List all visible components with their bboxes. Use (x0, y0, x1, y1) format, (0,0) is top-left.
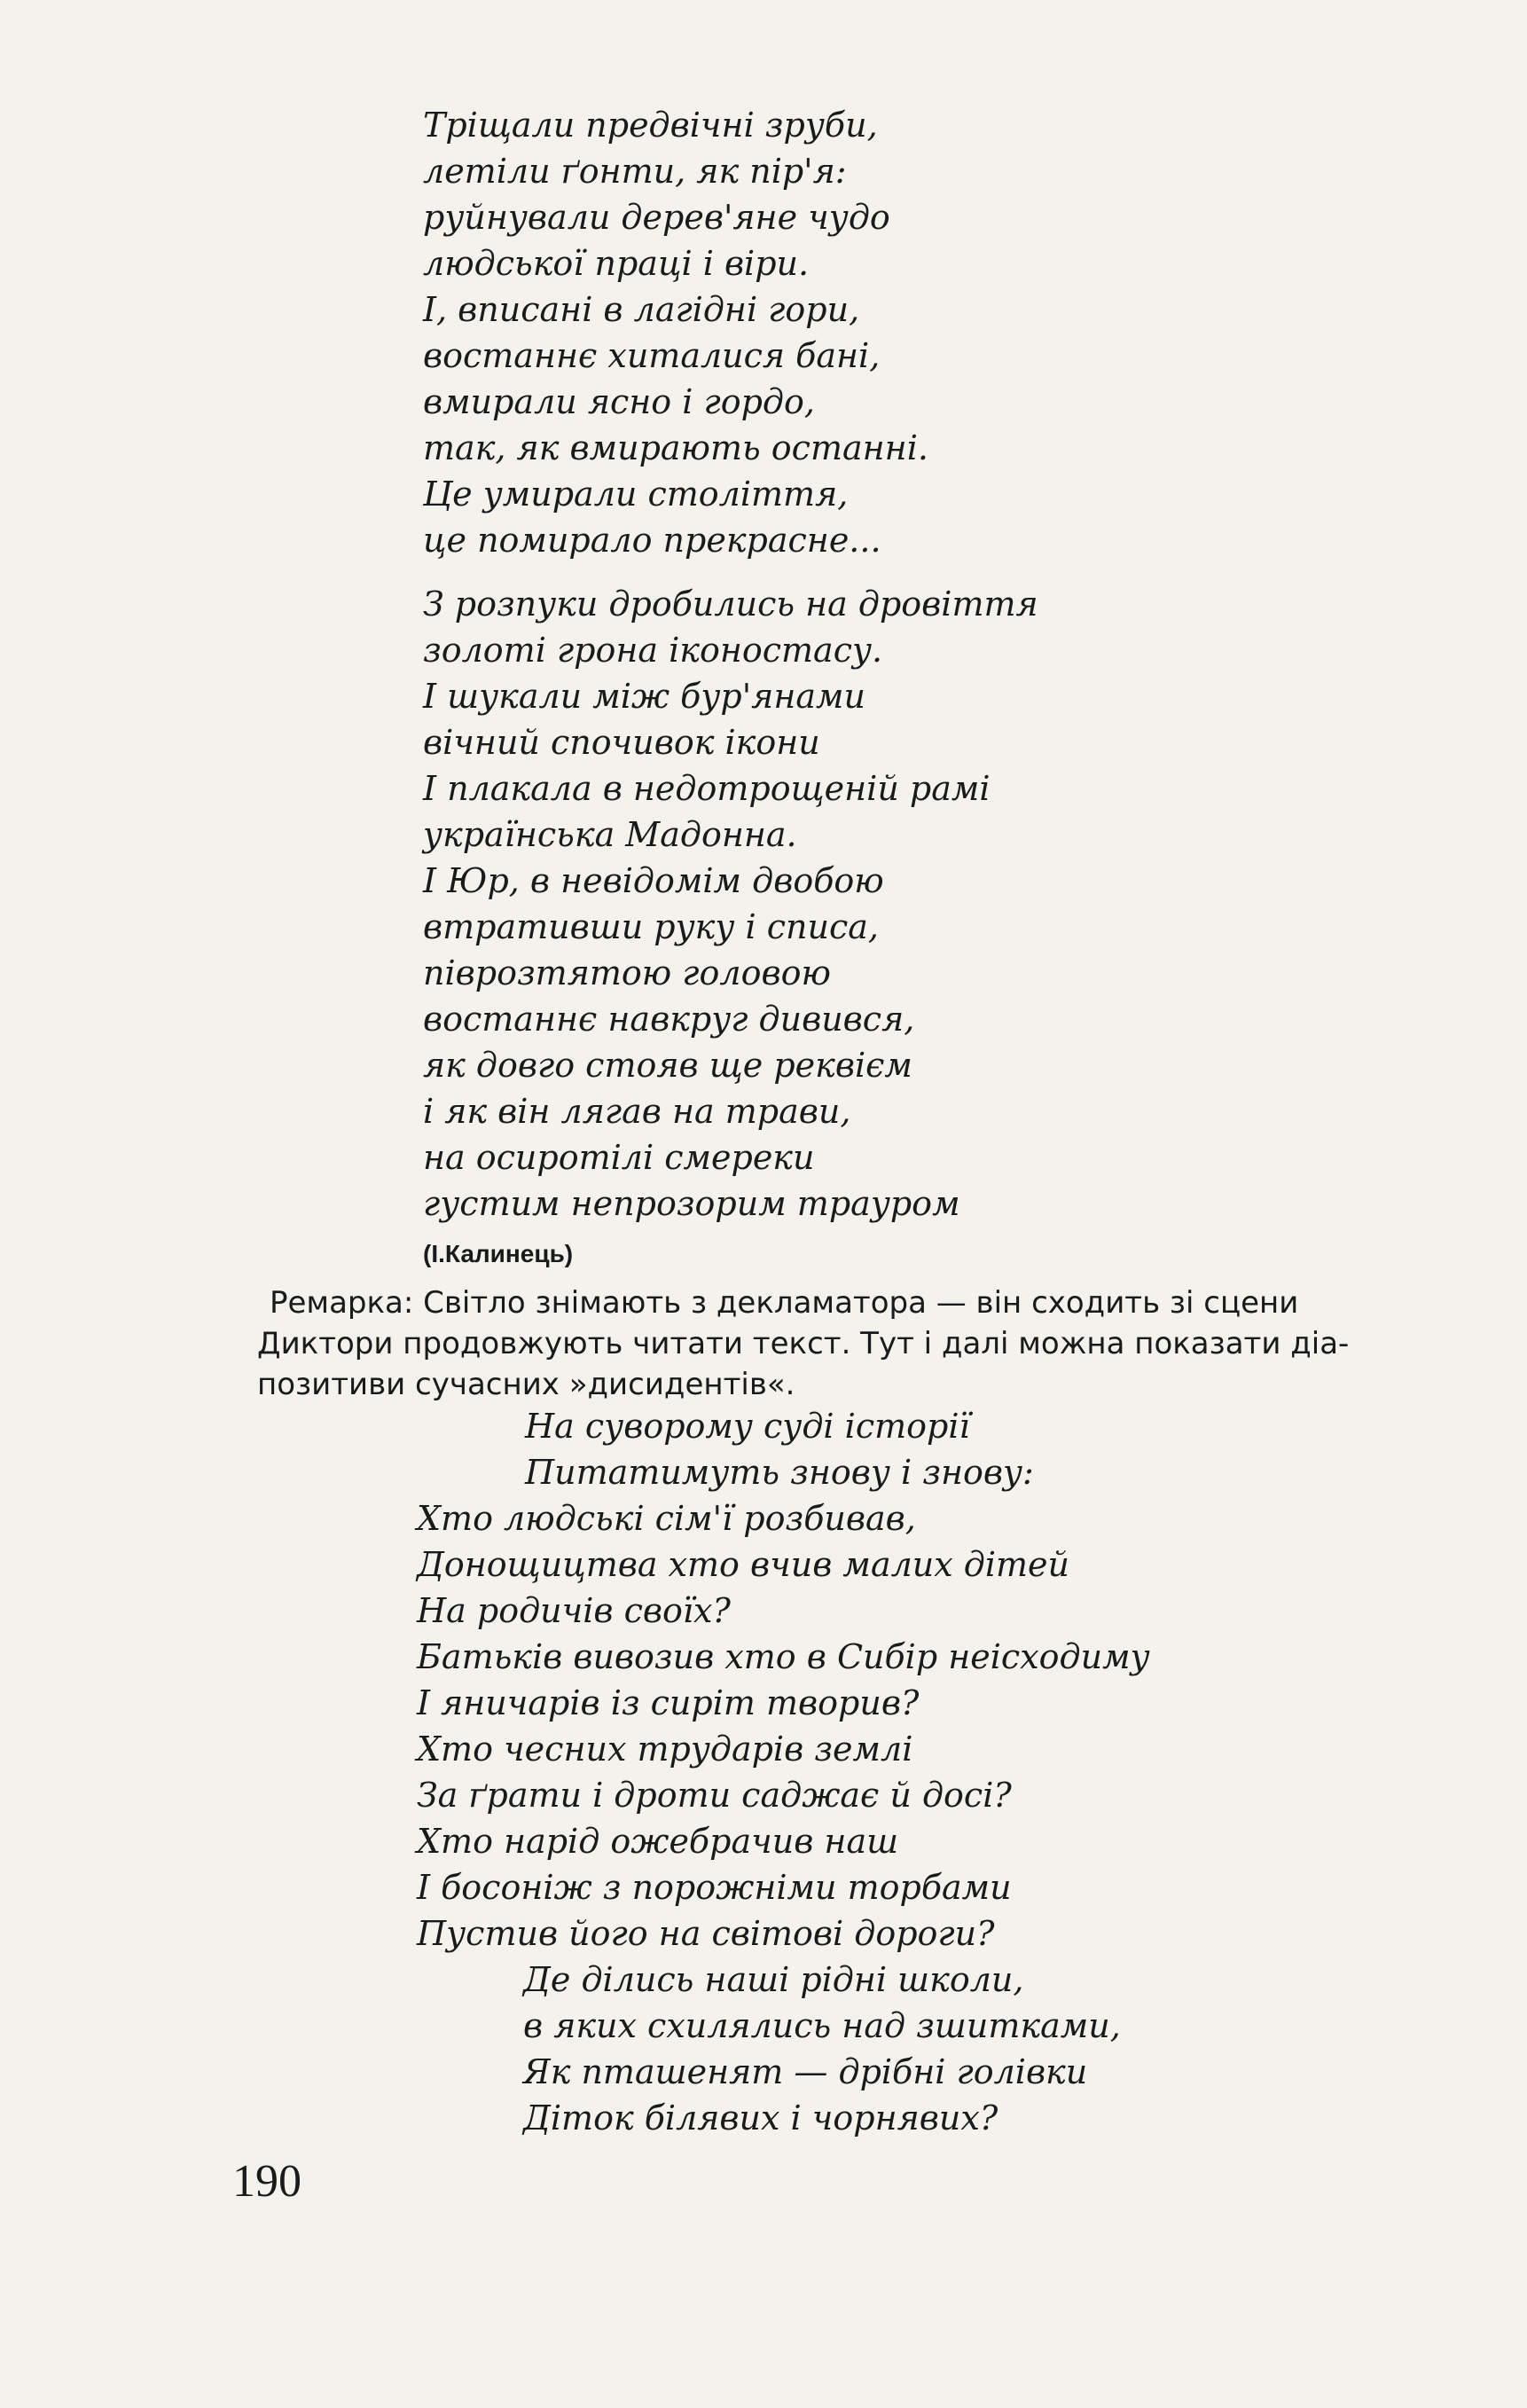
poem-line: Питатимуть знову і знову: (525, 1453, 1034, 1492)
poem-line: руйнували дерев'яне чудо (423, 198, 890, 237)
poem-line: на осиротілі смереки (423, 1138, 815, 1177)
poem-line: Як пташенят — дрібні голівки (523, 2052, 1088, 2091)
poem-line: українська Мадонна. (423, 815, 797, 854)
poem-line: Це умирали століття, (423, 475, 849, 514)
poem-line: так, як вмирають останні. (423, 428, 928, 467)
poem-line: вічний спочивок ікони (423, 723, 820, 762)
poem-line: Хто чесних трударів землі (417, 1730, 913, 1769)
poem-line: Батьків вивозив хто в Сибір неісходиму (417, 1637, 1150, 1676)
poem-line: Хто людські сім'ї розбивав, (417, 1499, 916, 1538)
poem-line: Хто нарід ожебрачив наш (417, 1822, 899, 1861)
poem-line: За ґрати і дроти саджає й досі? (417, 1776, 1012, 1815)
poem-line: це помирало прекрасне... (423, 521, 881, 560)
poem-stanza-3-intro (525, 1403, 1034, 1495)
remark-line: позитиви сучасних »дисидентів«. (257, 1367, 795, 1402)
poem-line: Тріщали предвічні зруби, (423, 106, 878, 145)
poem-line: золоті грона іконостасу. (423, 631, 883, 670)
poem-line: втративши руку і списа, (423, 907, 879, 946)
poem-line: востаннє хиталися бані, (423, 336, 881, 375)
poem-stanza-4 (523, 1957, 1121, 2141)
poem-line: людської праці і віри. (423, 244, 810, 283)
poem-line: І плакала в недотрощеній рамі (423, 769, 991, 808)
poem-stanza-1 (423, 102, 928, 563)
poem-line: З розпуки дробились на дровіття (423, 584, 1038, 624)
stage-remark (257, 1282, 1437, 1405)
poem-line: Донощицтва хто вчив малих дітей (417, 1545, 1070, 1584)
poem-line: летіли ґонти, як пір'я: (423, 152, 847, 191)
poem-line: вмирали ясно і гордо, (423, 382, 815, 421)
page-number: 190 (232, 2156, 301, 2207)
poem-line: На суворому суді історії (525, 1407, 970, 1446)
poem-line: піврозтятою головою (423, 953, 831, 992)
poem-line: І шукали між бур'янами (423, 677, 865, 716)
poem-stanza-3 (417, 1495, 1150, 1957)
poem-line: Де ділись наші рідні школи, (523, 1960, 1024, 1999)
poem-line: І босоніж з порожніми торбами (417, 1868, 1012, 1907)
remark-line: Ремарка: Світло знімають з декламатора — він сходить зі сцени (270, 1285, 1299, 1321)
poem-line: і як він лягав на трави, (423, 1092, 851, 1131)
poem-line: Пустив його на світові дороги? (417, 1914, 995, 1953)
poem-line: як довго стояв ще реквієм (423, 1046, 912, 1085)
remark-line: Диктори продовжують читати текст. Тут і далі можна показати діа- (257, 1326, 1350, 1361)
poem-line: востаннє навкруг дивився, (423, 1000, 915, 1039)
poem-line: Діток білявих і чорнявих? (523, 2098, 998, 2137)
poem-line: в яких схилялись над зшитками, (523, 2006, 1121, 2045)
poem-line: І Юр, в невідомім двобою (423, 861, 884, 900)
poem-line: На родичів своїх? (417, 1591, 731, 1630)
poem-line: І, вписані в лагідні гори, (423, 290, 860, 329)
poem-stanza-2 (423, 581, 1038, 1227)
poem-line: густим непрозорим трауром (423, 1184, 960, 1223)
poem-author: (І.Калинець) (423, 1240, 574, 1267)
poem-line: І яничарів із сиріт творив? (417, 1683, 920, 1722)
